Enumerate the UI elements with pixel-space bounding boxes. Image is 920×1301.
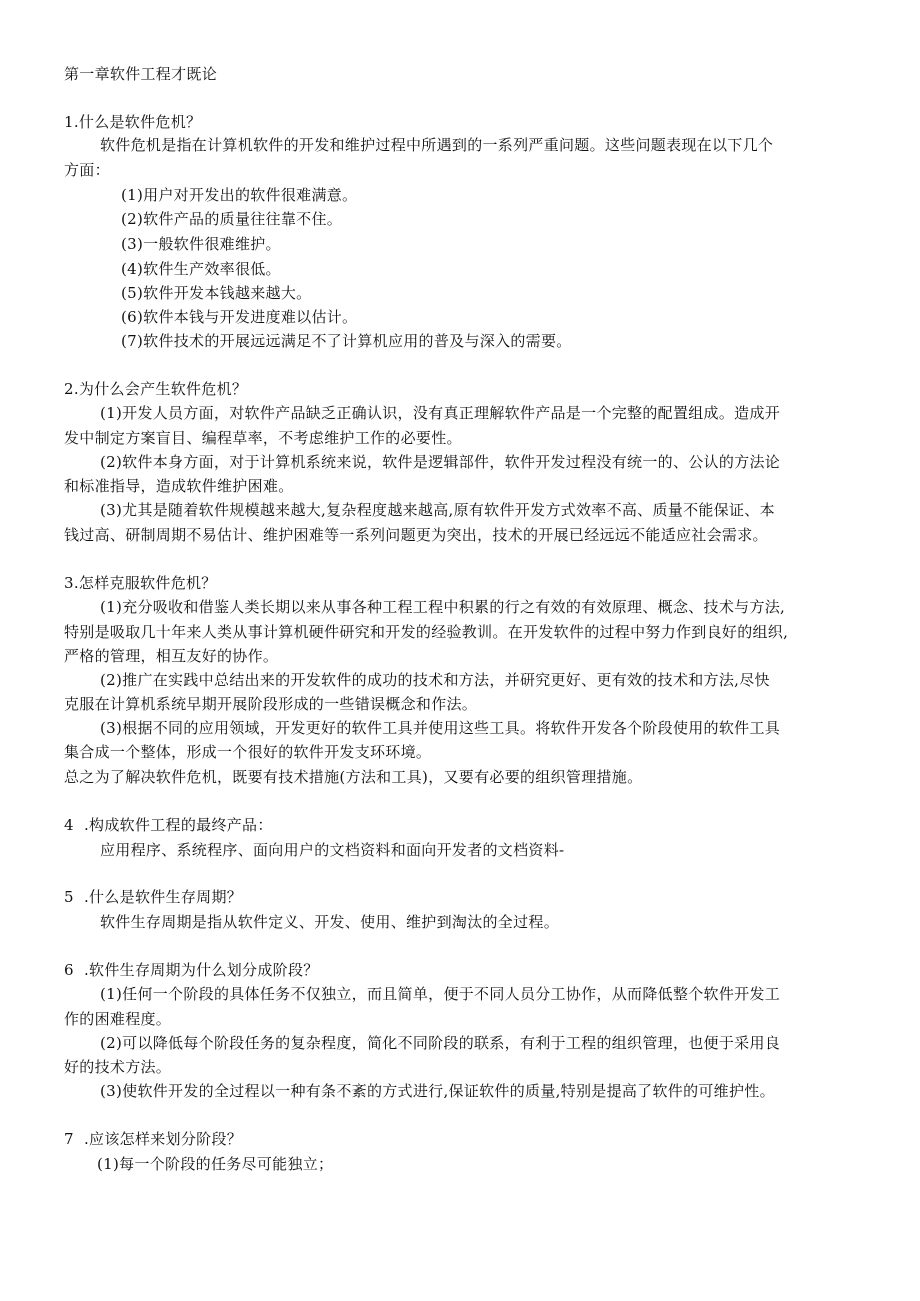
q4-heading: 4 .构成软件工程的最终产品： [64,816,273,834]
q3-paragraph-line: 特别是吸取几十年来人类从事计算机硬件研究和开发的经验教训。在开发软件的过程中努力作到良好的组织, [64,623,789,641]
q1-intro-line: 软件危机是指在计算机软件的开发和维护过程中所遇到的一系列严重问题。这些问题表现在以下几个 [100,136,774,154]
q1-list-item: (6)软件本钱与开发进度难以估计。 [121,308,358,326]
q2-heading: 2.为什么会产生软件危机？ [64,380,248,398]
q2-paragraph-line: 发中制定方案盲目、编程草率，不考虑维护工作的必要性。 [64,429,462,447]
q3-paragraph-line: 严格的管理，相互友好的协作。 [64,647,279,665]
q7-heading: 7 .应该怎样来划分阶段？ [64,1130,243,1148]
q5-heading: 5 .什么是软件生存周期？ [64,888,243,906]
q6-heading: 6 .软件生存周期为什么划分成阶段？ [64,961,319,979]
q1-list-item: (5)软件开发本钱越来越大。 [121,284,312,302]
q6-paragraph-line: (1)任何一个阶段的具体任务不仅独立，而且简单，便于不同人员分工协作，从而降低整个软件开发工 [100,985,781,1003]
q6-paragraph-line: 好的技术方法。 [64,1058,172,1076]
q1-heading: 1.什么是软件危机？ [64,113,202,131]
q3-paragraph-line: 集合成一个整体，形成一个很好的软件开发支环环境。 [64,743,432,761]
q3-heading: 3.怎样克服软件危机？ [64,574,217,592]
q2-paragraph-line: (2)软件本身方面，对于计算机系统来说，软件是逻辑部件，软件开发过程没有统一的、公认的方法论 [100,453,781,471]
q1-list-item: (7)软件技术的开展远远满足不了计算机应用的普及与深入的需要。 [121,332,572,350]
chapter-title: 第一章软件工程才既论 [64,65,218,83]
q5-answer: 软件生存周期是指从软件定义、开发、使用、维护到淘汰的全过程。 [100,913,560,931]
q3-paragraph-line: (3)根据不同的应用领域，开发更好的软件工具并使用这些工具。将软件开发各个阶段使用的软件工具 [100,719,781,737]
q6-paragraph-line: (3)使软件开发的全过程以一种有条不紊的方式进行,保证软件的质量,特别是提高了软件的可维护性。 [100,1082,775,1100]
q3-paragraph-line: (2)推广在实践中总结出来的开发软件的成功的技术和方法，并研究更好、更有效的技术和方法,尽快 [100,671,770,689]
q2-paragraph-line: (1)开发人员方面，对软件产品缺乏正确认识，没有真正理解软件产品是一个完整的配置组成。造成开 [100,404,781,422]
q6-paragraph-line: 作的困难程度。 [64,1010,172,1028]
q3-summary: 总之为了解决软件危机，既要有技术措施(方法和工具)，又要有必要的组织管理措施。 [64,768,643,786]
q3-paragraph-line: 克服在计算机系统早期开展阶段形成的一些错误概念和作法。 [64,695,478,713]
q2-paragraph-line: 钱过高、研制周期不易估计、维护困难等一系列问题更为突出，技术的开展已经远远不能适应社会需求。 [64,526,768,544]
q7-paragraph-line: (1)每一个阶段的任务尽可能独立； [97,1155,334,1173]
q2-paragraph-line: (3)尤其是随着软件规模越来越大,复杂程度越来越高,原有软件开发方式效率不高、质量不能保证、本 [100,501,775,519]
q6-paragraph-line: (2)可以降低每个阶段任务的复杂程度，简化不同阶段的联系，有利于工程的组织管理，也便于采用良 [100,1034,781,1052]
q1-list-item: (3)一般软件很难维护。 [121,235,281,253]
q1-list-item: (4)软件生产效率很低。 [121,260,281,278]
q2-paragraph-line: 和标准指导，造成软件维护困难。 [64,477,294,495]
q1-list-item: (2)软件产品的质量往往靠不住。 [121,210,343,228]
q4-answer: 应用程序、系统程序、面向用户的文档资料和面向开发者的文档资料- [100,841,565,859]
q1-list-item: (1)用户对开发出的软件很难满意。 [121,186,358,204]
q1-intro-line: 方面： [64,161,110,179]
q3-paragraph-line: (1)充分吸收和借鉴人类长期以来从事各种工程工程中积累的行之有效的有效原理、概念、技术与方法, [100,598,786,616]
